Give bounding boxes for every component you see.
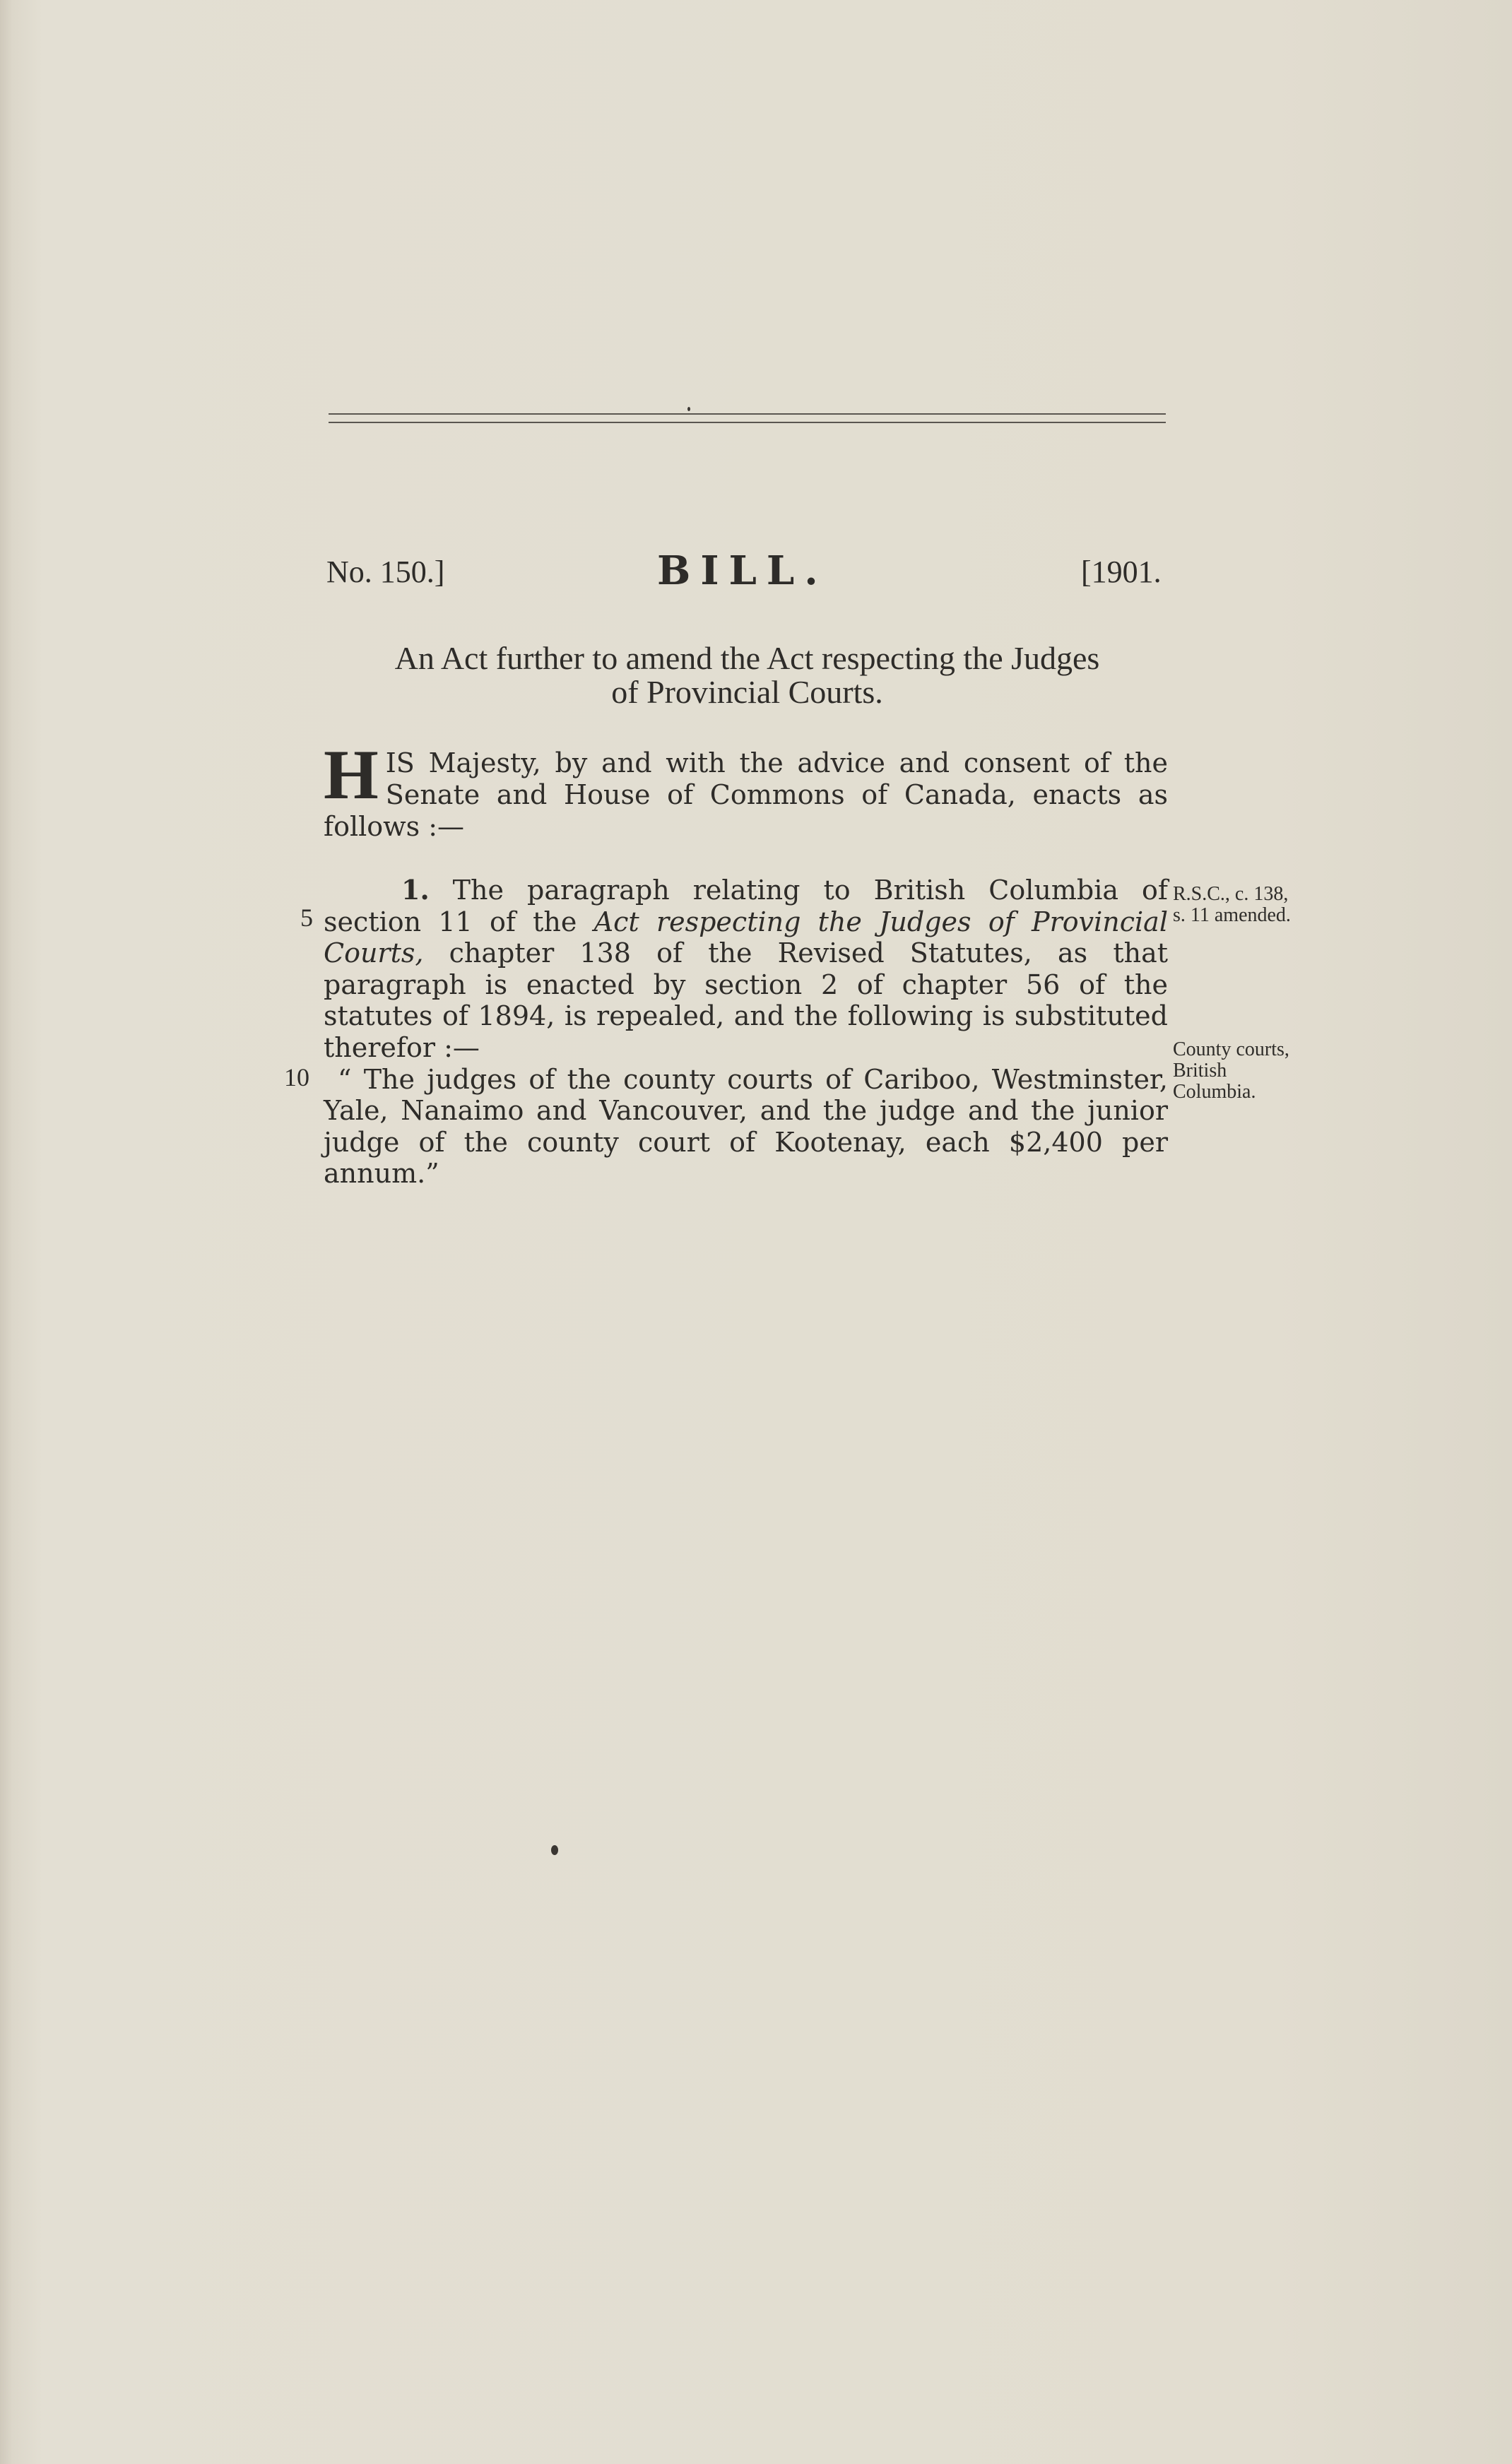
- ink-speck: [551, 1845, 558, 1855]
- margin-note-rsc-line-1: R.S.C., c. 138,: [1173, 883, 1289, 905]
- bill-title: [325, 641, 1169, 709]
- bill-number: No. 150.]: [326, 555, 445, 589]
- enacting-clause-text: IS Majesty, by and with the advice and consent of the Senate and House of Commons of Canada, enacts as follows :—: [324, 747, 1168, 842]
- act-name-italic: Act respecting the Judges of Provincial Courts,: [324, 906, 1168, 969]
- margin-note-rsc-line-2: s. 11 amended.: [1173, 904, 1291, 926]
- top-rule-double: [329, 422, 1166, 423]
- section-1: [324, 875, 1168, 1190]
- drop-cap: H: [324, 735, 379, 814]
- top-rule: [329, 413, 1166, 415]
- bill-title-line-1: An Act further to amend the Act respecting the Judges: [394, 640, 1100, 676]
- line-number-5: 5: [300, 904, 313, 932]
- enacting-clause: [324, 735, 1168, 843]
- section-1-text-a: The paragraph relating to British Columbia of section 11 of the: [324, 875, 1168, 937]
- section-1-paragraph: [324, 875, 1168, 1064]
- bill-year: [1901.: [1081, 555, 1162, 589]
- section-number: 1.: [401, 874, 430, 906]
- margin-note-rsc: [1173, 884, 1328, 926]
- margin-note-county-line-1: County courts,: [1173, 1038, 1289, 1060]
- margin-note-county-line-3: Columbia.: [1173, 1081, 1256, 1103]
- margin-note-county-courts: [1173, 1039, 1328, 1103]
- bill-title-line-2: of Provincial Courts.: [611, 674, 883, 710]
- margin-note-county-line-2: British: [1173, 1060, 1227, 1082]
- line-number-10: 10: [284, 1063, 309, 1091]
- substituted-paragraph: “ The judges of the county courts of Cariboo, Westminster, Yale, Nanaimo and Vancouver, and the judge and the junior judge of the county court of Kootenay, each $2,400 per annum.”: [324, 1063, 1168, 1190]
- ink-speck: [687, 407, 690, 411]
- bill-heading: BILL.: [657, 547, 828, 594]
- section-1-text-b: chapter 138 of the Revised Statutes, as that paragraph is enacted by section 2 of chapter 56 of the statutes of 1894, is repealed, and the following is substituted therefor :—: [324, 937, 1168, 1063]
